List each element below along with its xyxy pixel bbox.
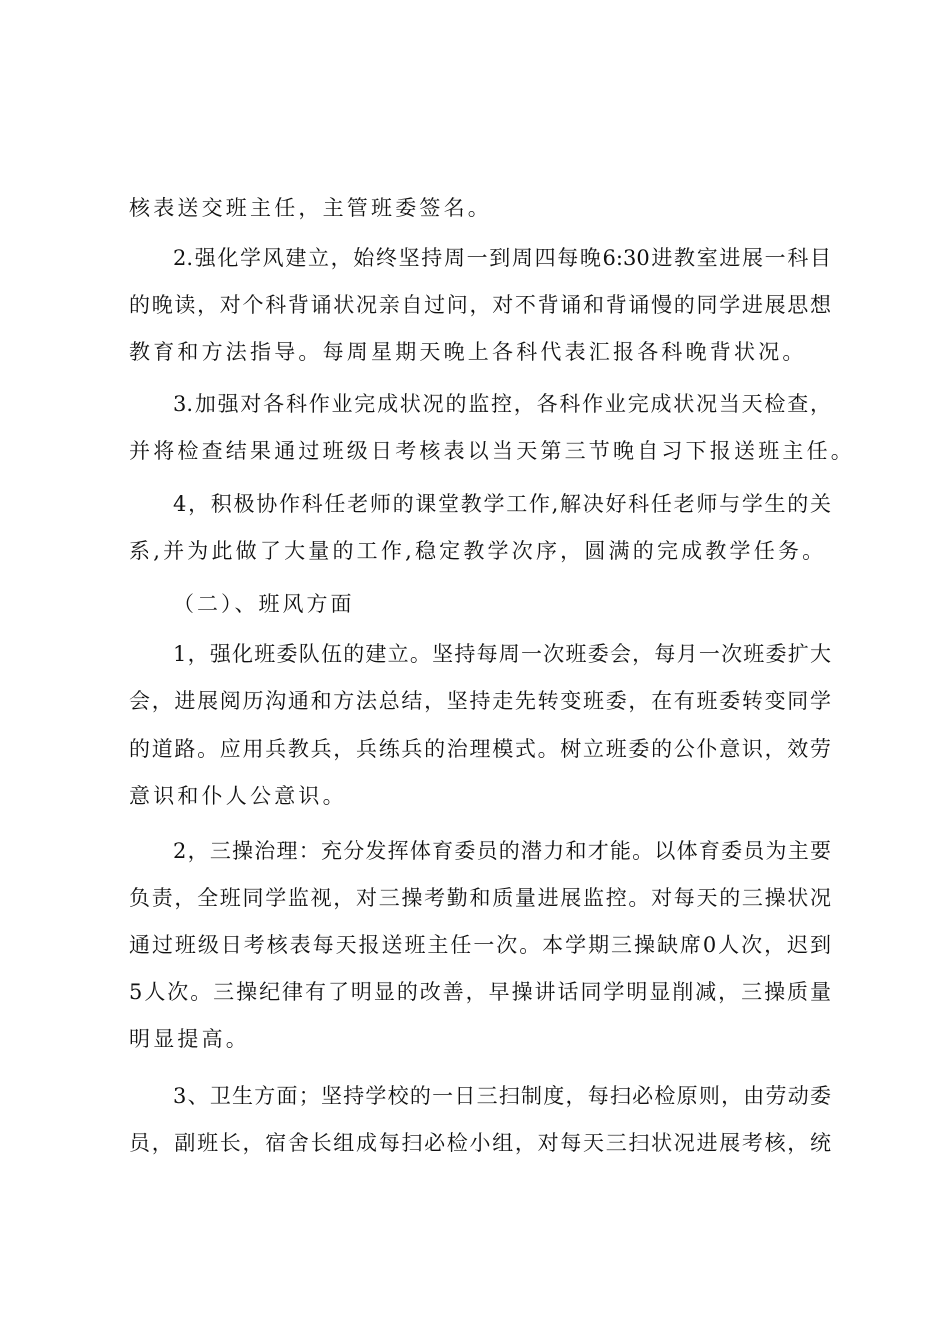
text-line-5: 3.加强对各科作业完成状况的监控，各科作业完成状况当天检查， — [173, 392, 831, 416]
text-line-15: 负责，全班同学监视，对三操考勤和质量进展监控。对每天的三操状况 — [129, 886, 831, 910]
text-line-6: 并将检查结果通过班级日考核表以当天第三节晚自习下报送班主任。 — [129, 439, 855, 463]
text-line-3: 的晚读，对个科背诵状况亲自过问，对不背诵和背诵慢的同学进展思想 — [129, 293, 831, 317]
text-line-18: 明显提高。 — [129, 1027, 250, 1051]
text-line-7: 4，积极协作科任老师的课堂教学工作,解决好科任老师与学生的关 — [173, 492, 831, 516]
text-line-20: 员，副班长，宿舍长组成每扫必检小组，对每天三扫状况进展考核，统 — [129, 1131, 831, 1155]
text-line-1: 核表送交班主任，主管班委签名。 — [129, 196, 492, 220]
text-line-10: 1，强化班委队伍的建立。坚持每周一次班委会，每月一次班委扩大 — [173, 642, 831, 666]
text-line-16: 通过班级日考核表每天报送班主任一次。本学期三操缺席0人次，迟到 — [129, 933, 831, 957]
section-heading: （二）、班风方面 — [173, 592, 355, 616]
text-line-2: 2.强化学风建立，始终坚持周一到周四每晚6:30进教室进展一科目 — [173, 246, 831, 270]
text-line-13: 意识和仆人公意识。 — [129, 784, 347, 808]
text-line-19: 3、卫生方面；坚持学校的一日三扫制度，每扫必检原则，由劳动委 — [173, 1084, 831, 1108]
text-line-12: 的道路。应用兵教兵，兵练兵的治理模式。树立班委的公仆意识，效劳 — [129, 737, 831, 761]
text-line-11: 会，进展阅历沟通和方法总结，坚持走先转变班委，在有班委转变同学 — [129, 689, 831, 713]
text-line-4: 教育和方法指导。每周星期天晚上各科代表汇报各科晚背状况。 — [129, 340, 807, 364]
text-line-17: 5人次。三操纪律有了明显的改善，早操讲话同学明显削减，三操质量 — [129, 980, 831, 1004]
text-line-14: 2，三操治理：充分发挥体育委员的潜力和才能。以体育委员为主要 — [173, 839, 831, 863]
text-line-8: 系,并为此做了大量的工作,稳定教学次序，圆满的完成教学任务。 — [129, 539, 827, 563]
